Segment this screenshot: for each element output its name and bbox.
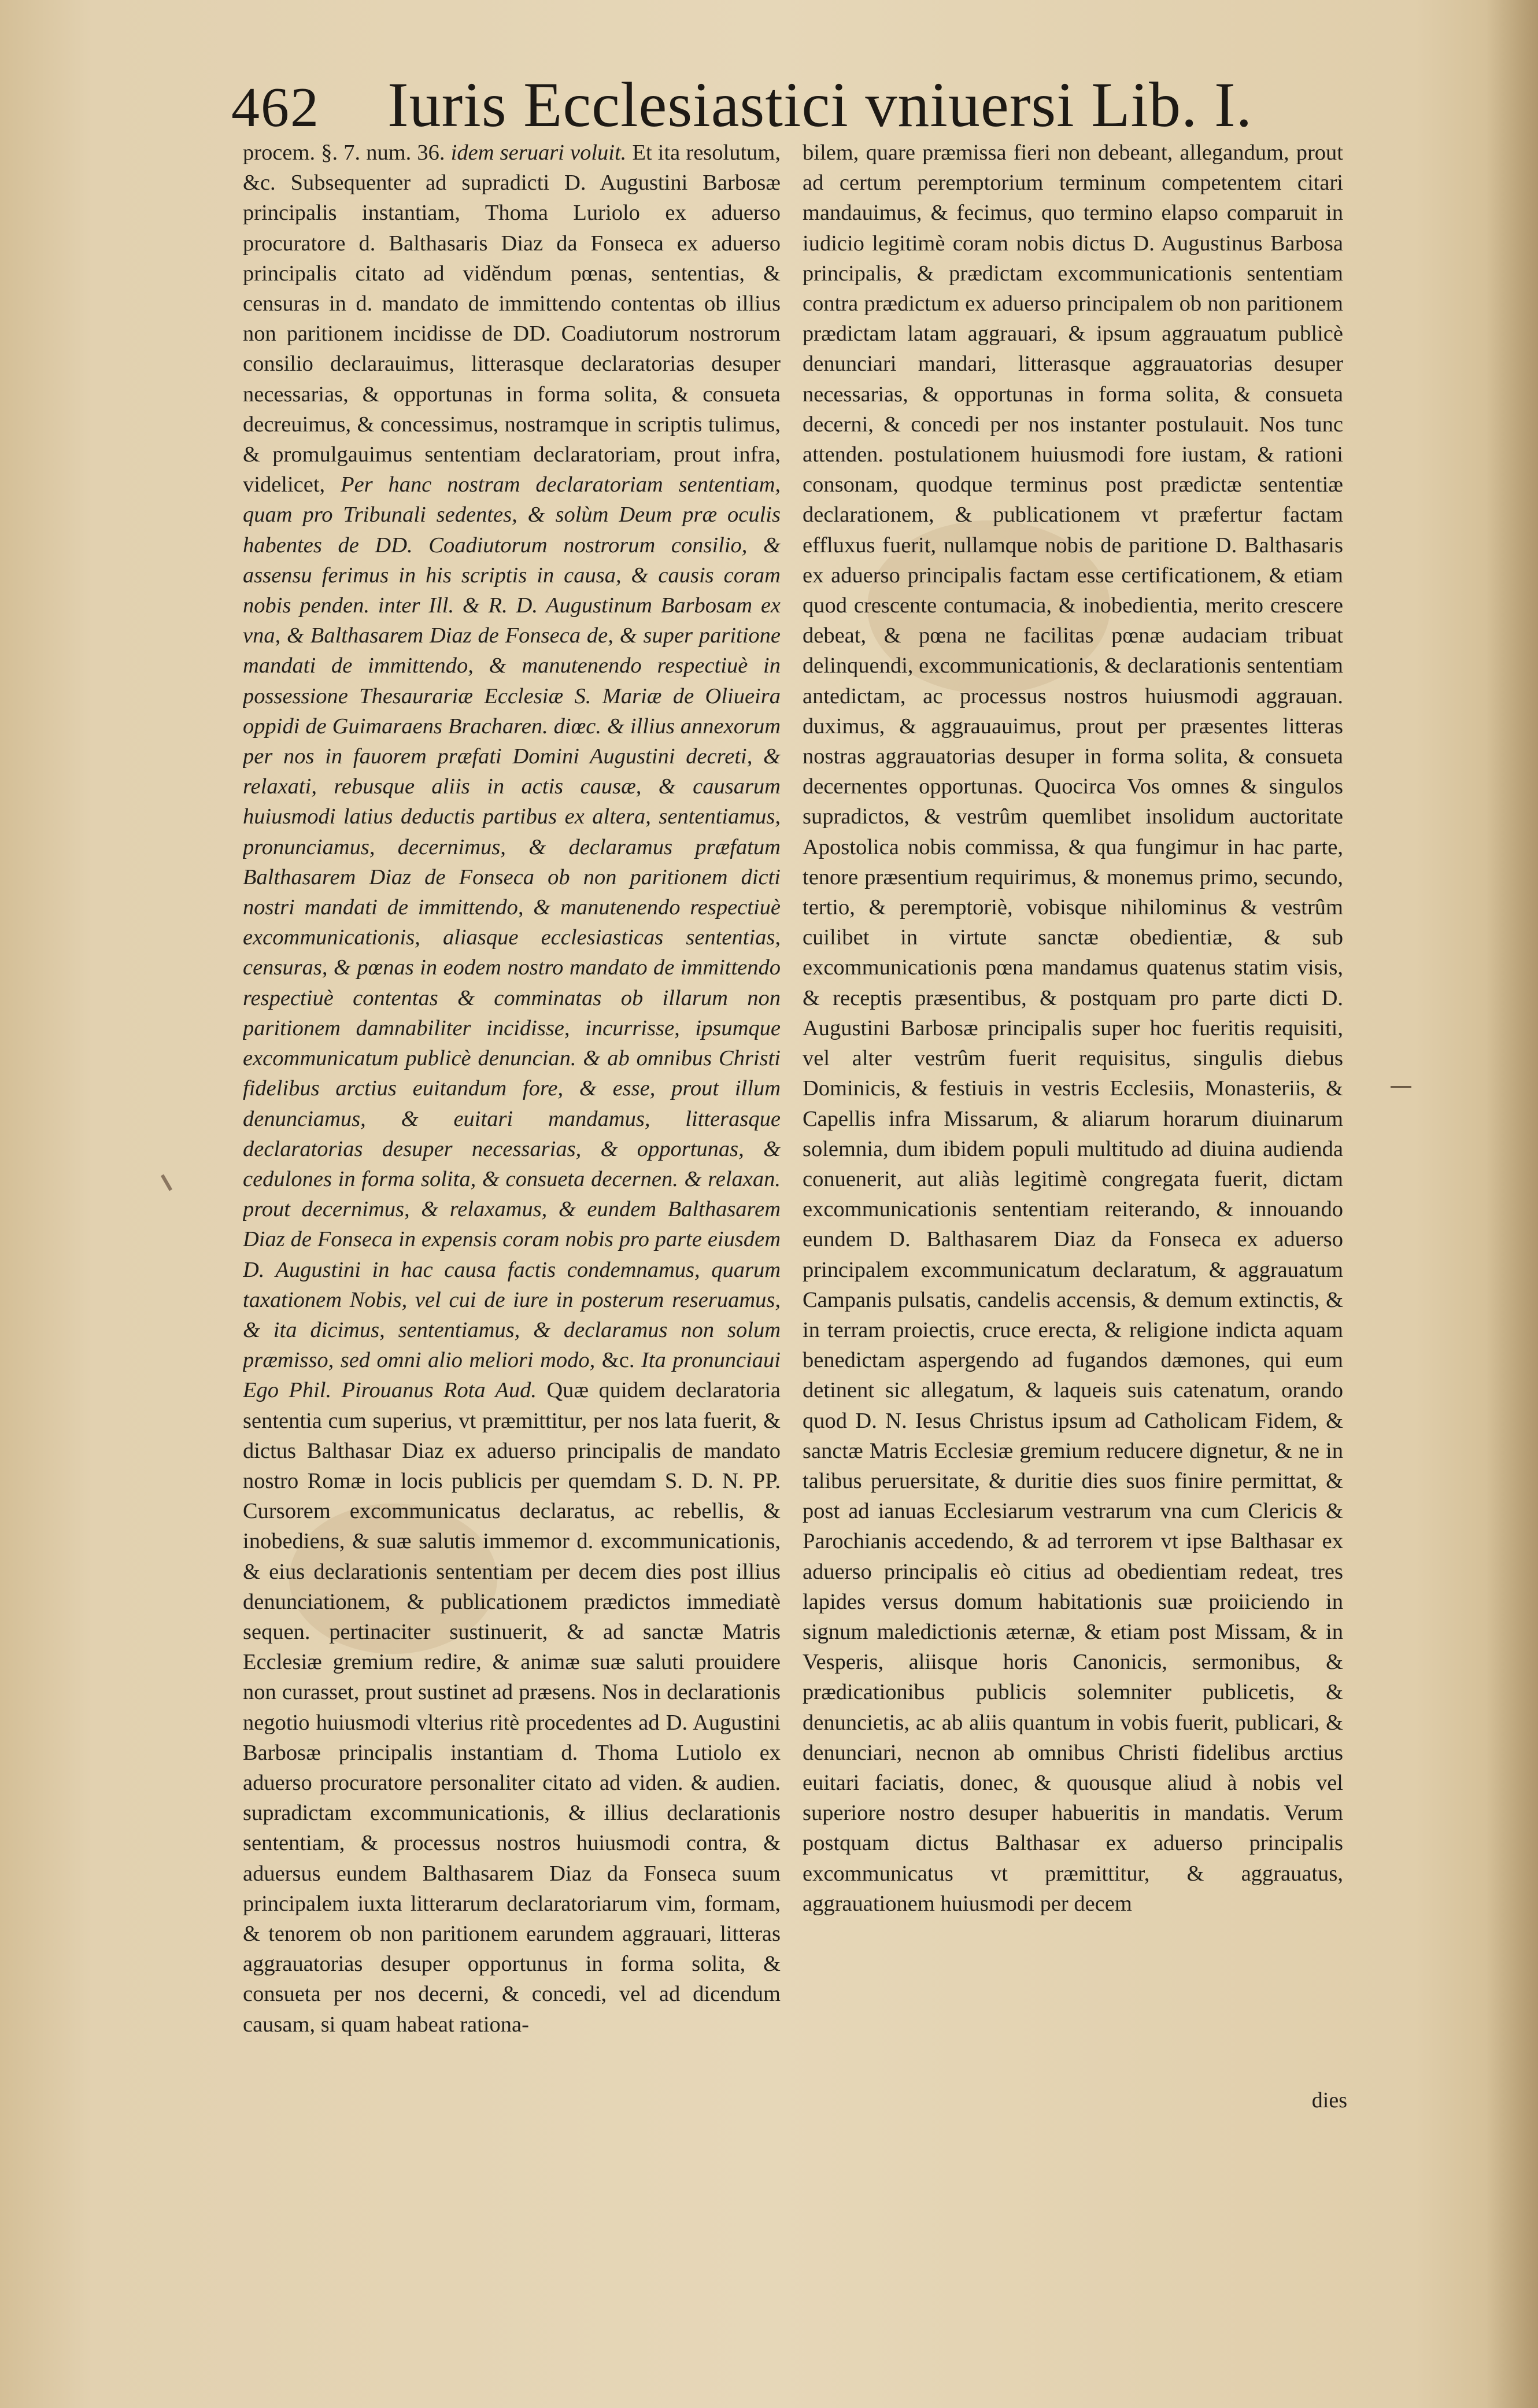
left-column (243, 138, 781, 2063)
page-number: 462 (231, 76, 320, 139)
text-segment: Et ita resolutum, &c. Subsequenter ad supradicti D. Augustini Barbosæ principalis instantiam, Thoma Luriolo ex aduerso procuratore d. Balthasaris Diaz da Fonseca ex aduerso principalis citato ad vidĕndum pœnas, sententias, & censuras in d. mandato de immittendo contentas ob illius non paritionem incidisse de DD. Coadiutorum nostrorum consilio declarauimus, litterasque declaratorias desuper necessarias, & opportunas in forma solita, & consueta decreuimus, & concessimus, nostramque in scriptis tulimus, & promulgauimus sententiam declaratoriam, prout infra, videlicet, (243, 141, 781, 497)
text-segment: bilem, quare præmissa fieri non debeant, allegandum, prout ad certum peremptorium terminum competentem citari mandauimus, & fecimus, quo termino elapso comparuit in iudicio legitimè coram nobis dictus D. Augustinus Barbosa principalis, & prædictam excommunicationis sententiam contra prædictum ex aduerso principalem ob non paritionem prædictam latam aggrauari, & ipsum aggrauatum publicè denunciari mandari, litterasque aggrauatorias desuper necessarias, & opportunas in forma solita, & consueta decerni, & concedi per nos instanter postulauit. Nos tunc attenden. postulationem huiusmodi fore iustam, & rationi consonam, quodque terminus post prædictæ sententiæ declarationem, & publicationem vt præfertur factam effluxus fuerit, nullamque nobis de paritione D. Balthasaris ex aduerso principalis factam esse certificationem, & etiam quod crescente contumacia, & inobedientia, merito crescere debeat, & pœna ne facilitas pœnæ audaciam tribuat delinquendi, excommunicationis, & declarationis sententiam antedictam, ac processus nostros huiusmodi aggrauan. duximus, & aggrauauimus, prout per præsentes litteras nostras aggrauatorias desuper in forma solita, & consueta decernentes opportunas. Quocirca Vos omnes & singulos supradictos, & vestrûm quemlibet insolidum auctoritate Apostolica nobis commissa, & qua fungimur in hac parte, tenore præsentium requirimus, & monemus primo, secundo, tertio, & peremptoriè, vobisque nihilominus & vestrûm cuilibet in virtute sanctæ obedientiæ, & sub excommunicationis pœna mandamus quatenus statim visis, & receptis præsentibus, & postquam pro parte dicti D. Augustini Barbosæ principalis super hoc fueritis requisiti, vel alter vestrûm fuerit requisitus, singulis diebus Dominicis, & festiuis in vestris Ecclesiis, Monasteriis, & Capellis infra Missarum, & aliarum horarum diuinarum solemnia, dum ibidem populi multitudo ad diuina audienda conuenerit, aut aliàs legitimè congregata fuerit, dictam excommunicationis sententiam reiterando, & innouando eundem D. Balthasarem Diaz da Fonseca ex aduerso principalem excommunicatum declaratum, & aggrauatum Campanis pulsatis, candelis accensis, & demum extinctis, & in terram proiectis, cruce erecta, & religione indicta aquam benedictam aspergendo ad fugandos dæmones, qui eum detinent sic allegatum, & laqueis suis catenatum, orando quod D. N. Iesus Christus ipsum ad Catholicam Fidem, & sanctæ Matris Ecclesiæ gremium reducere dignetur, & ne in talibus peruersitate, & duritie dies suos finire permittat, & post ad ianuas Ecclesiarum vestrarum vna cum Clericis & Parochianis accedendo, & ad terrorem vt ipse Balthasar ex aduerso principalis eò citius ad obedientiam redeat, tres lapides versus domum habitationis suæ proiiciendo in signum maledictionis æternæ, & etiam post Missam, & in Vesperis, aliisque horis Canonicis, sermonibus, & prædicationibus publicis solemniter publicetis, & denuncietis, ac ab aliis quantum in vobis fuerit, publicari, & denunciari, necnon ab omnibus Christi fidelibus arctius euitari faciatis, donec, & quousque aliud à nobis vel superiore nostro desuper habueritis in mandatis. Verum postquam dictus Balthasar ex aduerso principalis excommunicatus vt præmittitur, & aggrauatus, aggrauationem huiusmodi per decem (803, 141, 1343, 1916)
running-head: Iuris Ecclesiastici vniuersi Lib. I. (387, 69, 1253, 140)
catchword: dies (1311, 2088, 1347, 2112)
sentence-quotation: Per hanc nostram declaratoriam sententiam, quam pro Tribunali sedentes, & solùm Deum præ oculis habentes de DD. Coadiutorum nostrorum consilio, & assensu ferimus in his scriptis in causa, & causis coram nobis penden. inter Ill. & R. D. Augustinum Barbosam ex vna, & Balthasarem Diaz de Fonseca de, & super paritione mandati de immittendo, & manutenendo respectiuè in possessione Thesaurariæ Ecclesiæ S. Mariæ de Oliueira oppidi de Guimaraens Bracharen. diœc. & illius annexorum per nos in fauorem præfati Domini Augustini decreti, & relaxati, rebusque aliis in actis causæ, & causarum huiusmodi latius deductis partibus ex altera, sententiamus, pronunciamus, decernimus, & declaramus præfatum Balthasarem Diaz de Fonseca ob non paritionem dicti nostri mandati de immittendo, & manutenendo respectiuè excommunicationis, aliasque ecclesiasticas sententias, censuras, & pœnas in eodem nostro mandato de immittendo respectiuè contentas & comminatas ob illarum non paritionem damnabiliter incidisse, incurrisse, ipsumque excommunicatum publicè denuncian. & ab omnibus Christi fidelibus arctius euitandum fore, & esse, prout illum denunciamus, & euitari mandamus, litterasque declaratorias desuper necessarias, & opportunas, & cedulones in forma solita, & consueta decernen. & relaxan. prout decernimus, & relaxamus, & eundem Balthasarem Diaz de Fonseca in expensis coram nobis pro parte eiusdem D. Augustini in hac causa factis condemnamus, quarum taxationem Nobis, vel cui de iure in posterum reseruamus, & ita dicimus, sententiamus, & declaramus non solum præmisso, sed omni alio meliori modo, (243, 472, 781, 1373)
page-gutter-shadow (1486, 0, 1538, 2408)
right-column (803, 138, 1343, 2063)
text-segment: &c. (601, 1348, 641, 1373)
text-segment-italic: idem seruari voluit. (450, 141, 633, 165)
margin-mark (1391, 1086, 1411, 1088)
text-segment: Quæ quidem declaratoria sententia cum superius, vt præmittitur, per nos lata fuerit, & dictus Balthasar Diaz ex aduerso principalis de mandato nostro Romæ in locis publicis per quemdam S. D. N. PP. Cursorem excommunicatus declaratus, ac rebellis, & inobediens, & suæ salutis immemor d. excommunicationis, & eius declarationis sententiam per decem dies post illius denunciationem, & publicationem prædictos immediatè sequen. pertinaciter sustinuerit, & ad sanctæ Matris Ecclesiæ gremium redire, & animæ suæ saluti prouidere non curasset, prout sustinet ad præsens. Nos in declarationis negotio huiusmodi vlterius ritè procedentes ad D. Augustini Barbosæ principalis instantiam d. Thoma Lutiolo ex aduerso procuratore personaliter citato ad viden. & audien. supradictam excommunicationis, & illius declarationis sententiam, & processus nostros huiusmodi contra, & aduersus eundem Balthasarem Diaz da Fonseca suum principalem iuxta litterarum declaratoriarum vim, formam, & tenorem ob non paritionem earundem aggrauari, litteras aggrauatorias desuper opportunus in forma solita, & consueta per nos decerni, & concedi, vel ad dicendum causam, si quam habeat rationa- (243, 1378, 781, 2037)
margin-tick (161, 1175, 172, 1191)
text-segment: procem. §. 7. num. 36. (243, 141, 451, 165)
page-header (231, 68, 1272, 143)
signature-line: Ita pronunciaui Ego Phil. Pirouanus Rota Aud. (243, 1348, 781, 1403)
